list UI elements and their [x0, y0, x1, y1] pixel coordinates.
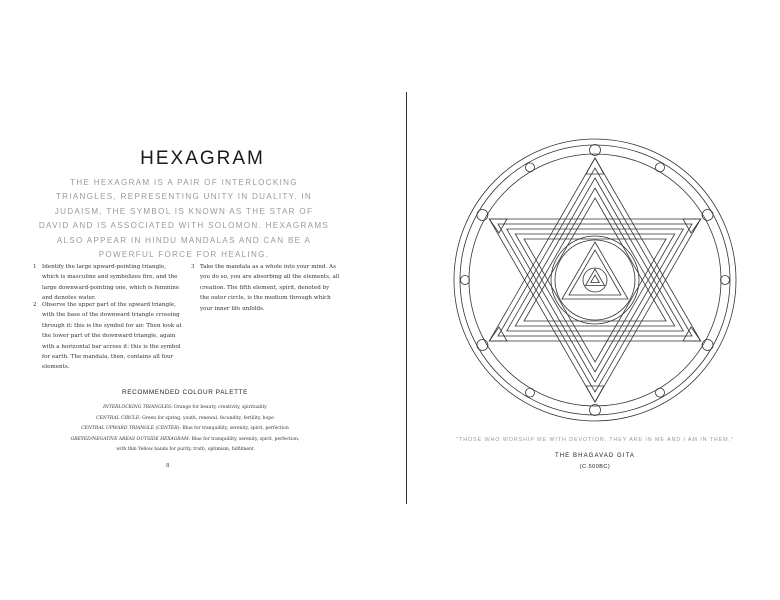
palette-item: CENTRAL CIRCLE: Green for spring, youth, renewal, fecundity, fertility, hope — [96, 415, 274, 421]
step-2 — [33, 300, 182, 373]
quote-attribution: THE BHAGAVAD GITA — [554, 453, 636, 459]
palette-heading: RECOMMENDED COLOUR PALETTE — [122, 389, 248, 396]
outer-circle-inner-ring — [460, 145, 730, 415]
step-number: 2 — [33, 302, 37, 308]
intro-text: THE HEXAGRAM IS A PAIR OF INTERLOCKING TRIANGLES, REPRESENTING UNITY IN DUALITY. IN JUDAISM, THE SYMBOL IS KNOWN AS THE STAR OF DAVID AND IS ASSOCIATED WITH SOLOMON. HEXAGRAMS ALSO APPEAR IN HINDU MANDALAS AND CAN BE A POWERFUL FORCE FOR HEALING. — [38, 178, 330, 260]
palette-item: INTERLOCKING TRIANGLES: Orange for beauty, creativity, spirituality — [103, 405, 267, 410]
star-point-triangles — [489, 158, 700, 402]
downward-triangle — [489, 219, 700, 402]
hexagram-mandala-illustration — [429, 138, 761, 422]
right-page — [410, 0, 780, 600]
step-text: Identify the large upward-pointing triangle, which is masculine and symbolizes fire, and the large downward-pointing one, which is feminine and denotes water. — [42, 264, 180, 302]
palette-item: with thin Yellow bands for purity, truth, optimism, fulfilment — [116, 447, 254, 453]
central-circle — [551, 236, 639, 324]
palette-item: GREYED/NEGATIVE AREAS OUTSIDE HEXAGRAM: Blue for tranquillity, serenity, spirit, perfection, — [70, 436, 300, 442]
quote-date: (C.500BC) — [579, 464, 611, 470]
central-upward-triangle — [562, 242, 628, 299]
page-title: HEXAGRAM — [140, 148, 265, 169]
step-number: 1 — [33, 264, 37, 270]
quote-text: "THOSE WHO WORSHIP ME WITH DEVOTION, THEY ARE IN ME AND I AM IN THEM." — [456, 437, 734, 443]
vertex-dots — [461, 145, 730, 416]
outer-circle — [454, 139, 736, 421]
step-text: Observe the upper part of the upward triangle, with the base of the downward triangle crossing through it: this is the symbol for air. Then look at the lower part of the downward triangle, again with a horizontal bar across it: this is the symbol for earth. The mandala, then, contains all four elements. — [42, 302, 182, 371]
step-1 — [33, 262, 182, 304]
central-circle-inner — [555, 240, 635, 320]
page-number: 8 — [166, 463, 170, 469]
step-text: Take the mandala as a whole into your mind. As you do so, you are absorbing all the elements, all creation. The fifth element, spirit, denoted by the outer circle, is the medium through which your inner life unfolds. — [200, 264, 340, 312]
book-spine-divider — [406, 92, 407, 504]
palette-item: CENTRAL UPWARD TRIANGLE (CENTER): Blue for tranquillity, serenity, spirit, perfection — [81, 426, 289, 432]
step-3 — [191, 262, 340, 314]
step-number: 3 — [191, 264, 195, 270]
outer-circle-band — [469, 154, 721, 406]
colour-palette-list — [60, 403, 310, 456]
